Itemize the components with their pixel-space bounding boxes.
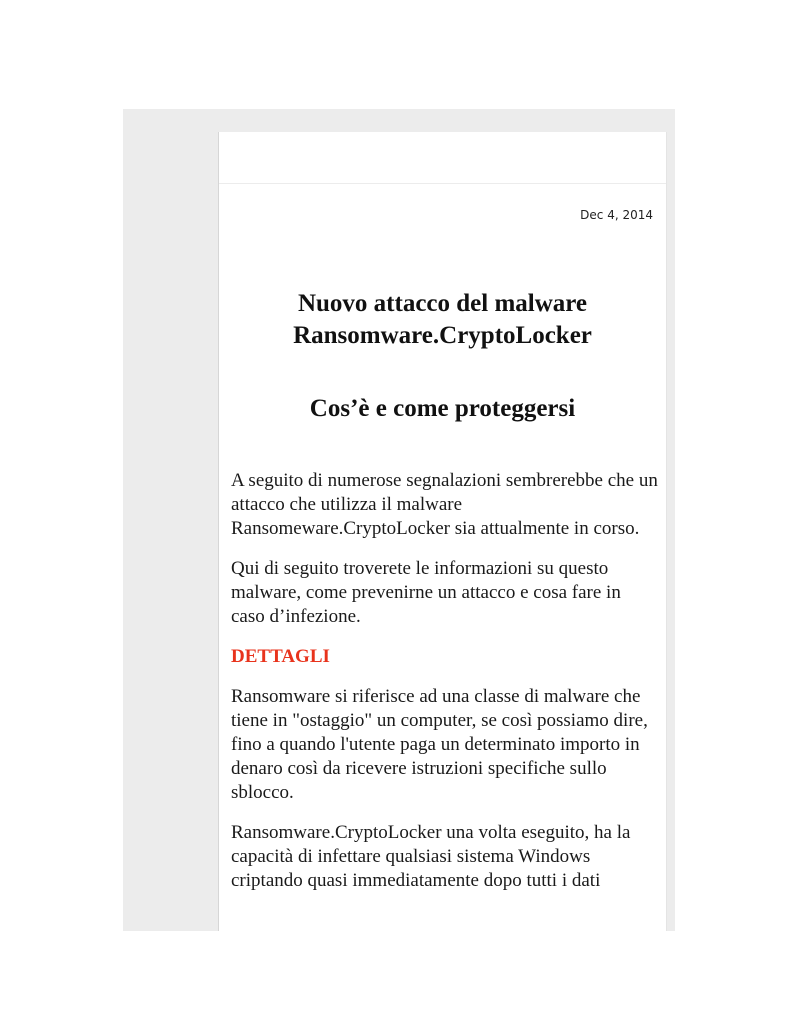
details-paragraph: Ransomware si riferisce ad una classe di malware che tiene in "ostaggio" un computer, se così possiamo dire, fino a quando l'utente paga un determinato importo in denaro così da ricevere istruzioni specifiche sullo sblocco.	[231, 686, 648, 803]
email-date: Dec 4, 2014	[580, 208, 653, 222]
intro-paragraph: Qui di seguito troverete le informazioni su questo malware, come prevenirne un attacco e cosa fare in caso d’infezione.	[231, 558, 621, 627]
email-title	[219, 288, 666, 352]
email-card	[218, 132, 667, 931]
email-header-bar	[219, 132, 666, 184]
details-paragraph: Ransomware.CryptoLocker una volta eseguito, ha la capacità di infettare qualsiasi sistema Windows criptando quasi immediatamente dopo tutti i dati	[231, 822, 631, 891]
section-heading-details: DETTAGLI	[231, 646, 330, 667]
title-line-2: Ransomware.CryptoLocker	[293, 322, 592, 349]
email-subtitle: Cos’è e come proteggersi	[309, 395, 576, 422]
email-background-frame	[123, 109, 675, 931]
email-body	[231, 469, 658, 909]
intro-paragraph: A seguito di numerose segnalazioni sembrerebbe che un attacco che utilizza il malware Ransomeware.CryptoLocker sia attualmente in corso.	[231, 470, 658, 539]
title-line-1: Nuovo attacco del malware	[297, 290, 588, 317]
